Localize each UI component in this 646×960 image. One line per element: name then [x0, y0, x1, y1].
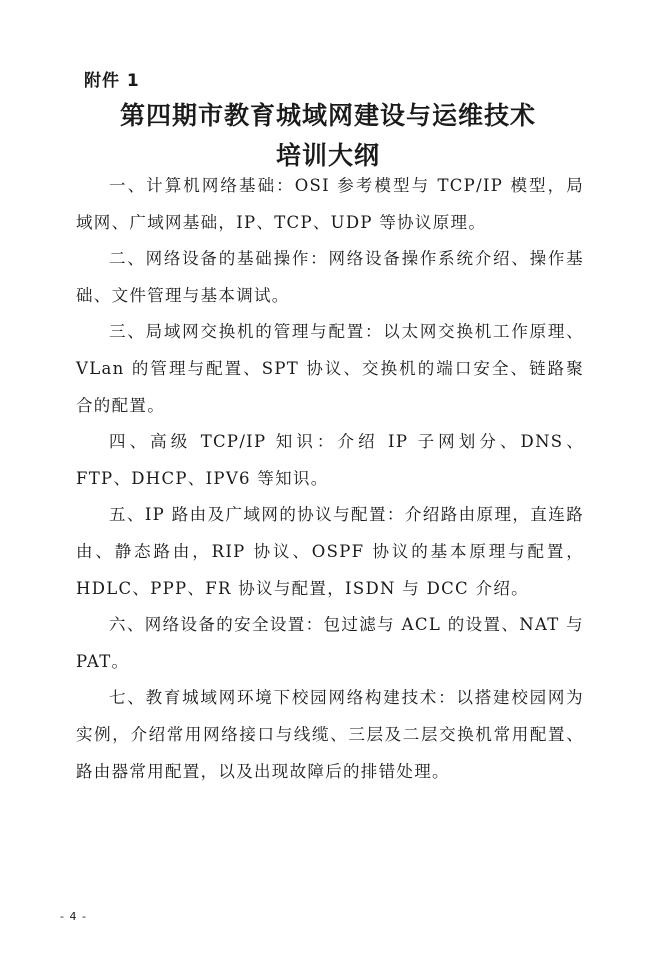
outline-item-4: 四、高级 TCP/IP 知识：介绍 IP 子网划分、DNS、FTP、DHCP、IPV6 等知识。	[76, 432, 584, 488]
document-title-line-1: 第四期市教育城域网建设与运维技术	[119, 101, 536, 130]
page-number: - 4 -	[60, 910, 87, 923]
outline-item-5: 五、IP 路由及广域网的协议与配置：介绍路由原理，直连路由、静态路由，RIP 协议、OSPF 协议的基本原理与配置，HDLC、PPP、FR 协议与配置，ISDN 与 DCC 介绍。	[76, 505, 584, 598]
outline-item-7: 七、教育城域网环境下校园网络构建技术：以搭建校园网为实例，介绍常用网络接口与线缆、三层及二层交换机常用配置、路由器常用配置，以及出现故障后的排错处理。	[76, 688, 584, 781]
outline-item-1: 一、计算机网络基础：OSI 参考模型与 TCP/IP 模型，局域网、广域网基础，IP、TCP、UDP 等协议原理。	[76, 176, 584, 232]
outline-item-2: 二、网络设备的基础操作：网络设备操作系统介绍、操作基础、文件管理与基本调试。	[76, 249, 584, 305]
outline-body	[76, 168, 584, 790]
attachment-label: 附件 1	[84, 71, 140, 91]
outline-item-6: 六、网络设备的安全设置：包过滤与 ACL 的设置、NAT 与 PAT。	[76, 615, 584, 671]
outline-item-3: 三、局域网交换机的管理与配置：以太网交换机工作原理、VLan 的管理与配置、SPT 协议、交换机的端口安全、链路聚合的配置。	[76, 322, 584, 415]
document-title-line-2: 培训大纲	[275, 141, 380, 170]
